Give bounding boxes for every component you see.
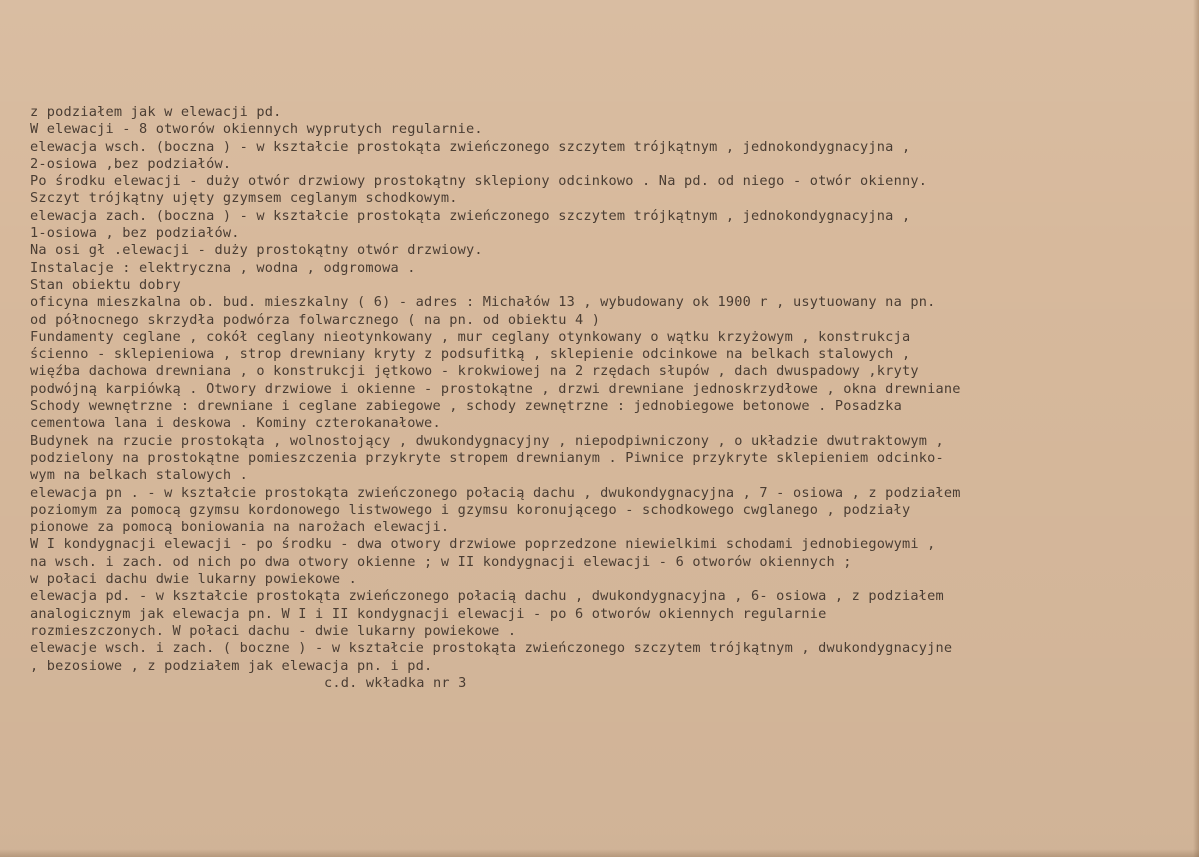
text-line: podwójną karpiówką . Otwory drzwiowe i okienne - prostokątne , drzwi drewniane jednoskrzydłowe , okna drewniane <box>30 380 961 397</box>
text-line: Instalacje : elektryczna , wodna , odgromowa . <box>30 259 416 276</box>
text-line: oficyna mieszkalna ob. bud. mieszkalny ( 6) - adres : Michałów 13 , wybudowany ok 1900 r , usytuowany na pn. <box>30 294 936 311</box>
text-line: Po środku elewacji - duży otwór drzwiowy prostokątny sklepiony odcinkowo . Na pd. od niego - otwór okienny. <box>30 173 928 190</box>
text-line: z podziałem jak w elewacji pd. <box>30 104 282 120</box>
text-line: elewacja zach. (boczna ) - w kształcie prostokąta zwieńczonego szczytem trójkątnym , jednokondygnacyjna , <box>30 207 911 224</box>
paper-edge-shadow <box>1193 0 1199 857</box>
text-line: elewacja pd. - w kształcie prostokąta zwieńczonego połacią dachu , dwukondygnacyjna , 6- osiowa , z podziałem <box>30 588 944 605</box>
text-line: elewacja pn . - w kształcie prostokąta zwieńczonego połacią dachu , dwukondygnacyjna , 7 - osiowa , z podziałem <box>30 484 961 501</box>
text-line: podzielony na prostokątne pomieszczenia przykryte stropem drewnianym . Piwnice przykryte sklepieniem odcinko- <box>30 449 944 466</box>
text-line: pionowe za pomocą boniowania na narożach elewacji. <box>30 519 450 536</box>
text-line: rozmieszczonych. W połaci dachu - dwie lukarny powiekowe . <box>30 622 517 639</box>
text-line: 1-osiowa , bez podziałów. <box>30 225 240 242</box>
text-line: Fundamenty ceglane , cokół ceglany nieotynkowany , mur ceglany otynkowany o wątku krzyżowym , konstrukcja <box>30 328 911 345</box>
text-line: ścienno - sklepieniowa , strop drewniany kryty z podsufitką , sklepienie odcinkowe na belkach stalowych , <box>30 346 911 363</box>
text-line: elewacja wsch. (boczna ) - w kształcie prostokąta zwieńczonego szczytem trójkątnym , jednokondygnacyjna , <box>30 138 911 155</box>
text-line: więźba dachowa drewniana , o konstrukcji jętkowo - krokwiowej na 2 rzędach słupów , dach dwuspadowy ,kryty <box>30 363 919 380</box>
text-line: 2-osiowa ,bez podziałów. <box>30 155 232 172</box>
text-line: elewacje wsch. i zach. ( boczne ) - w kształcie prostokąta zwieńczonego szczytem trójkątnym , dwukondygnacyjne <box>30 640 953 657</box>
text-line: poziomym za pomocą gzymsu kordonowego listwowego i gzymsu koronującego - schodkowego cwglanego , podziały <box>30 501 911 518</box>
text-line: na wsch. i zach. od nich po dwa otwory okienne ; w II kondygnacji elewacji - 6 otworów okiennych ; <box>30 553 852 570</box>
text-line: Na osi gł .elewacji - duży prostokątny otwór drzwiowy. <box>30 242 483 259</box>
text-line: Stan obiektu dobry <box>30 276 181 293</box>
text-line: analogicznym jak elewacja pn. W I i II kondygnacji elewacji - po 6 otworów okiennych regularnie <box>30 605 827 622</box>
text-line: Schody wewnętrzne : drewniane i ceglane zabiegowe , schody zewnętrzne : jednobiegowe betonowe . Posadzka <box>30 398 902 415</box>
text-line: , bezosiowe , z podziałem jak elewacja pn. i pd. <box>30 657 433 674</box>
text-line: W I kondygnacji elewacji - po środku - dwa otwory drzwiowe poprzedzone niewielkimi schodami jednobiegowymi , <box>30 536 936 553</box>
text-line: Szczyt trójkątny ujęty gzymsem ceglanym schodkowym. <box>30 190 458 207</box>
text-line: wym na belkach stalowych . <box>30 467 248 484</box>
continuation-note: c.d. wkładka nr 3 <box>324 674 467 691</box>
paper-edge-shadow-bottom <box>0 849 1199 857</box>
typed-text-block <box>30 104 1190 692</box>
text-line: cementowa lana i deskowa . Kominy czterokanałowe. <box>30 415 441 432</box>
text-line: od północnego skrzydła podwórza folwarcznego ( na pn. od obiektu 4 ) <box>30 311 601 328</box>
text-line: Budynek na rzucie prostokąta , wolnostojący , dwukondygnacyjny , niepodpiwniczony , o układzie dwutraktowym , <box>30 432 944 449</box>
text-line: w połaci dachu dwie lukarny powiekowe . <box>30 571 357 588</box>
text-line: W elewacji - 8 otworów okiennych wyprutych regularnie. <box>30 121 483 138</box>
